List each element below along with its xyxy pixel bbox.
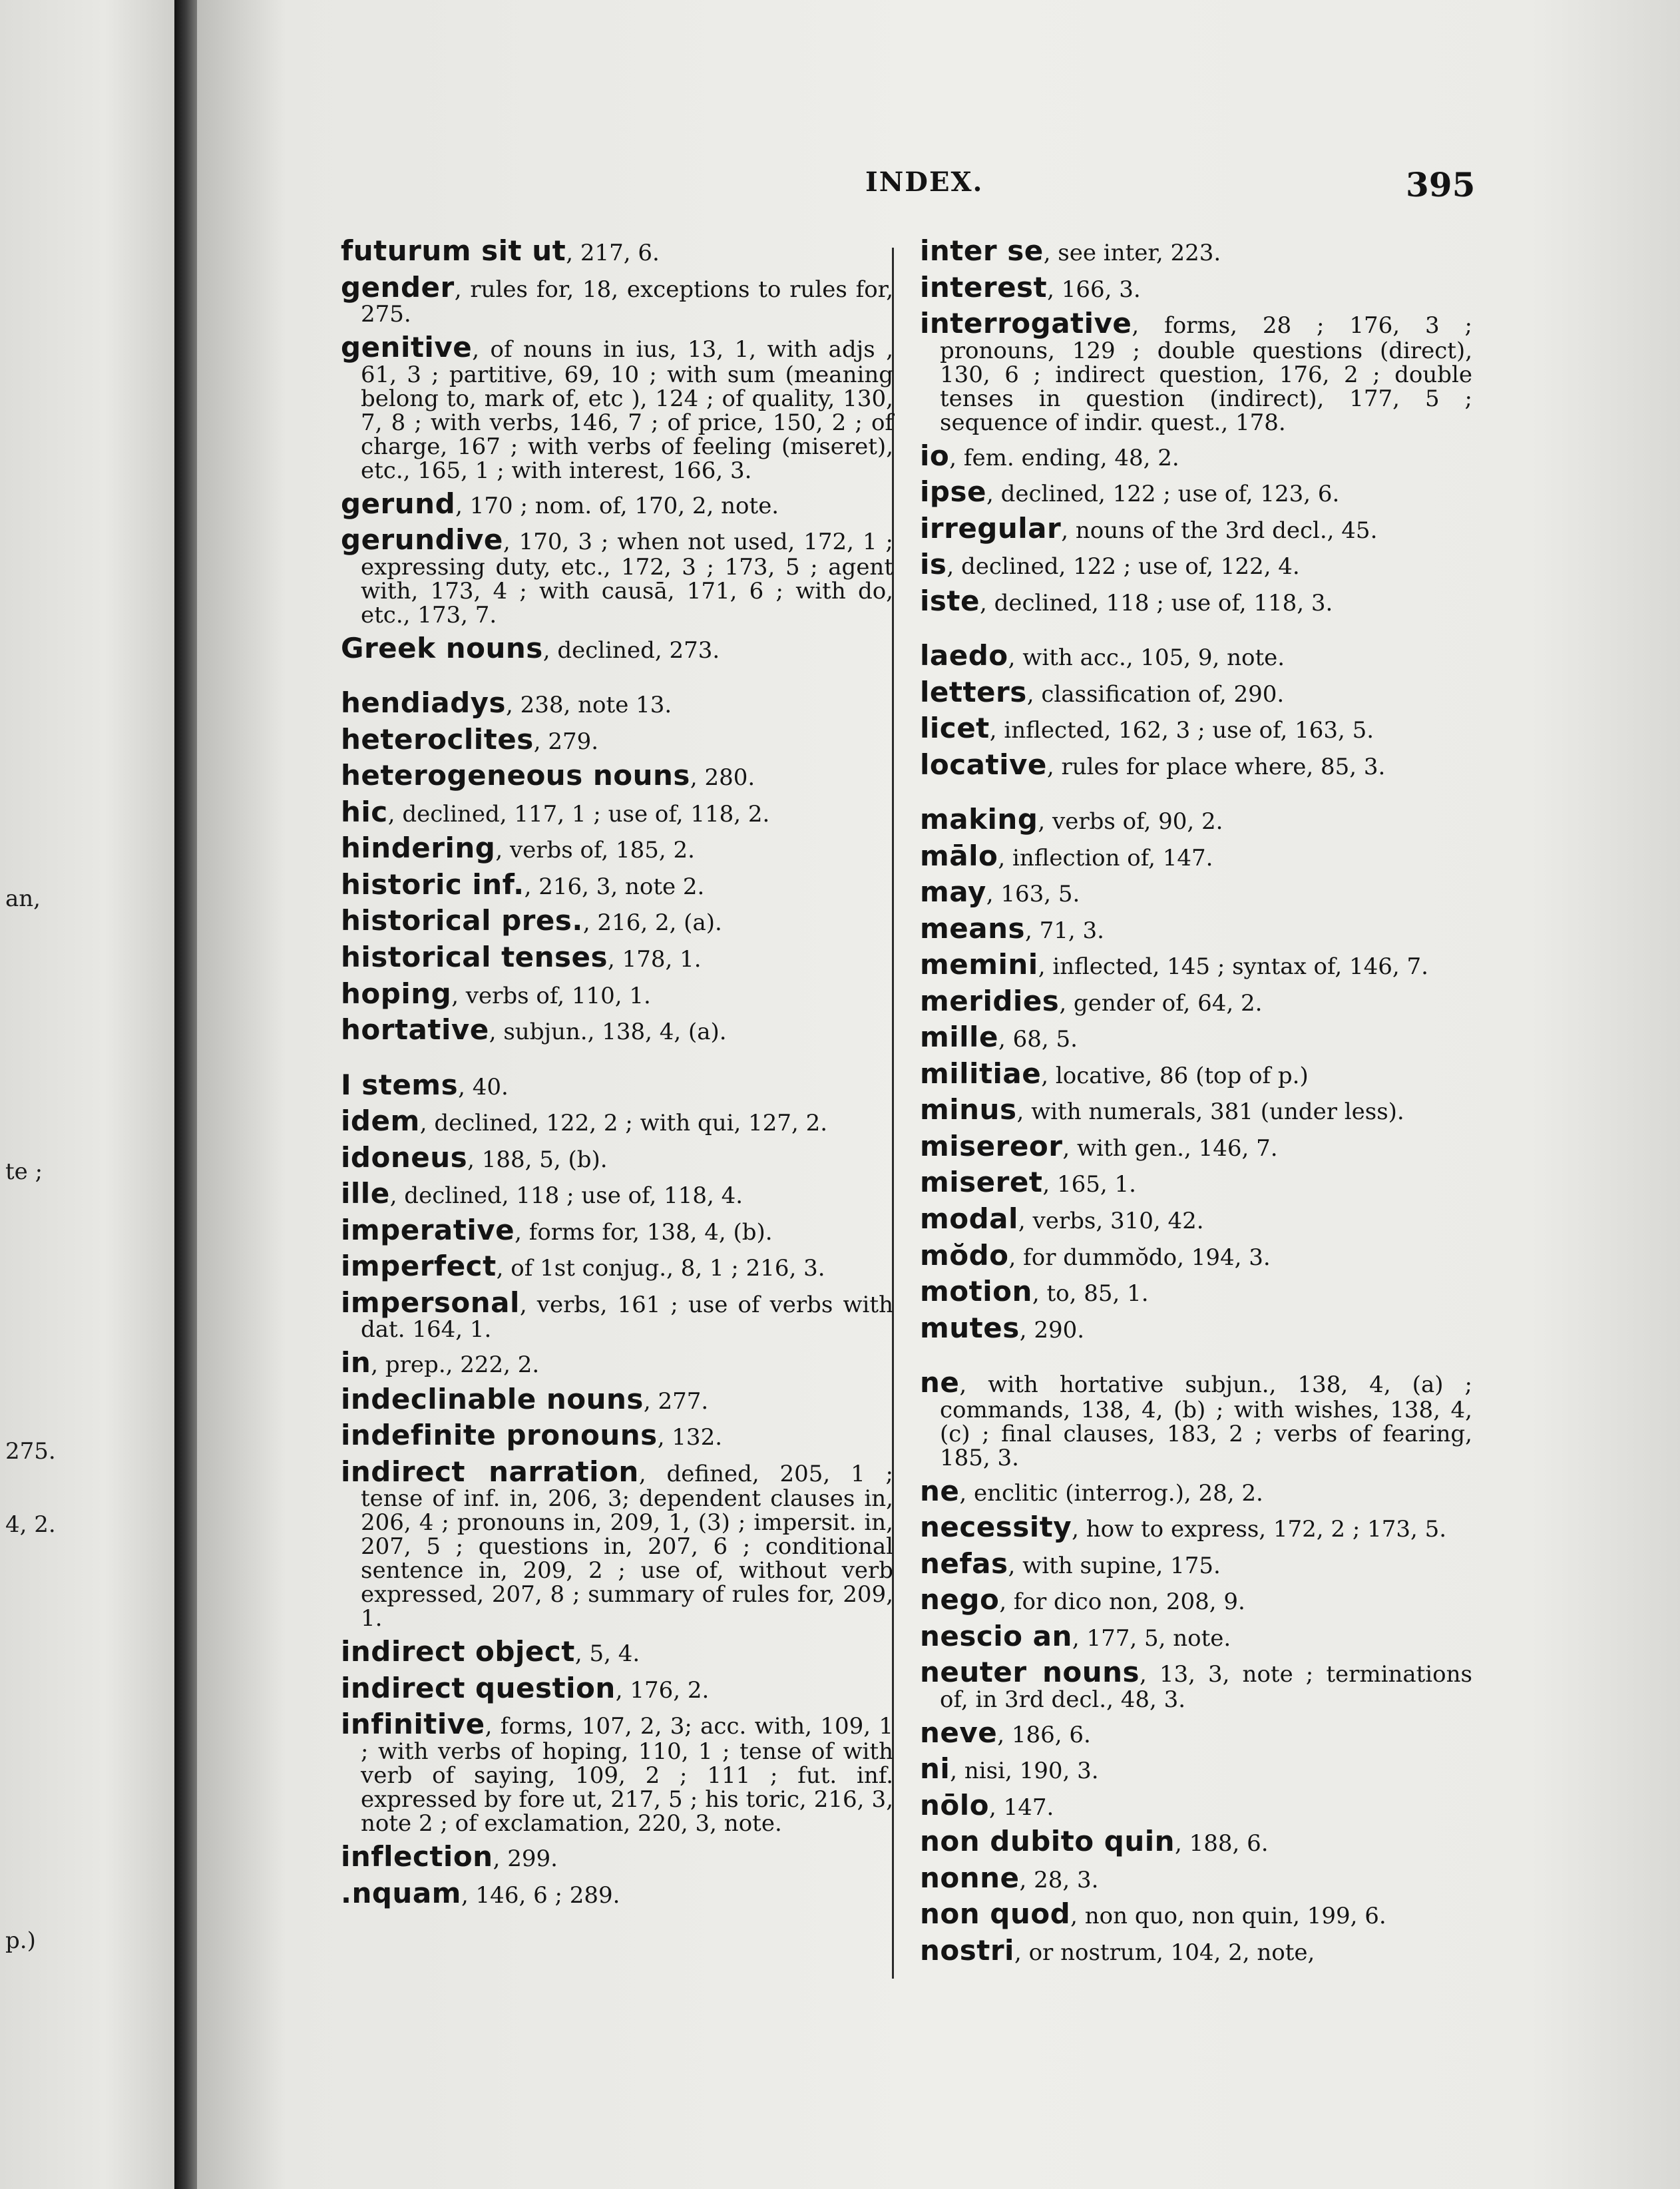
- index-references: , to, 85, 1.: [1032, 1280, 1149, 1308]
- index-headword: heterogeneous nouns: [341, 759, 690, 792]
- left-page-edge: [0, 0, 174, 2189]
- index-column-right: [920, 236, 1472, 1972]
- index-headword: nostri: [920, 1933, 1014, 1967]
- index-references: , 238, note 13.: [506, 692, 672, 719]
- index-references: , 170, 3 ; when not used, 172, 1 ; expressing duty, etc., 172, 3 ; 173, 5 ; agent with, 173, 4 ; with causā, 171, 6 ; with do, etc., 173, 7.: [361, 529, 893, 628]
- index-entry: [920, 1129, 1472, 1162]
- index-references: , 277.: [643, 1387, 709, 1415]
- index-references: , subjun., 138, 4, (a).: [489, 1019, 727, 1046]
- index-entry: [341, 1671, 893, 1704]
- index-headword: nōlo: [920, 1788, 990, 1822]
- index-entry: [341, 1288, 893, 1342]
- index-headword: io: [920, 439, 950, 472]
- index-headword: mille: [920, 1021, 998, 1054]
- index-entry: [920, 641, 1472, 671]
- index-entry: [920, 1095, 1472, 1125]
- index-headword: misereor: [920, 1129, 1063, 1162]
- index-entry: [920, 584, 1472, 617]
- index-entry: [920, 839, 1472, 872]
- index-headword: Greek nouns: [341, 631, 543, 664]
- index-references: , 13, 3, note ; terminations of, in 3rd decl., 48, 3.: [940, 1661, 1472, 1713]
- index-headword: genitive: [341, 331, 473, 364]
- index-references: , 170 ; nom. of, 170, 2, note.: [455, 492, 779, 519]
- index-references: , for dummŏdo, 194, 3.: [1008, 1244, 1271, 1271]
- left-page-fragment: te ;: [5, 1158, 43, 1185]
- index-references: , 166, 3.: [1047, 276, 1141, 303]
- index-headword: nonne: [920, 1861, 1020, 1894]
- index-references: , 216, 2, (a).: [582, 909, 722, 937]
- index-entry: [341, 236, 893, 266]
- index-headword: meridies: [920, 984, 1060, 1017]
- index-entry: [341, 1213, 893, 1246]
- index-references: , declined, 122, 2 ; with qui, 127, 2.: [419, 1110, 828, 1137]
- index-headword: nescio an: [920, 1619, 1072, 1652]
- index-headword: nego: [920, 1583, 1000, 1616]
- index-entry: [341, 979, 893, 1009]
- index-headword: ille: [341, 1177, 390, 1210]
- index-references: , prep., 222, 2.: [371, 1351, 540, 1379]
- index-references: , with numerals, 381 (under less).: [1016, 1098, 1404, 1126]
- index-headword: interest: [920, 270, 1048, 304]
- index-entry: [920, 1204, 1472, 1234]
- index-entry: [341, 940, 893, 973]
- index-references: , inflection of, 147.: [998, 844, 1213, 871]
- index-entry: [920, 984, 1472, 1017]
- index-entry: [920, 236, 1472, 266]
- index-headword: historic inf.: [341, 867, 525, 901]
- index-entry: [920, 1168, 1472, 1198]
- index-entry: [341, 525, 893, 627]
- index-headword: ipse: [920, 475, 986, 509]
- index-headword: hoping: [341, 977, 452, 1010]
- index-entry: [341, 631, 893, 664]
- left-page-fragment: 275.: [5, 1438, 56, 1465]
- index-entry: [341, 1179, 893, 1209]
- book-gutter: [174, 0, 197, 2189]
- index-entry: [920, 1549, 1472, 1579]
- index-entry: [341, 1348, 893, 1378]
- index-references: , classification of, 290.: [1026, 680, 1285, 708]
- index-entry: [920, 1827, 1472, 1857]
- index-headword: memini: [920, 948, 1038, 981]
- index-references: , verbs, 161 ; use of verbs with dat. 164, 1.: [361, 1291, 893, 1343]
- index-references: , 147.: [989, 1794, 1054, 1821]
- index-entry: [920, 441, 1472, 471]
- index-entry: [341, 688, 893, 718]
- index-entry: [341, 489, 893, 519]
- index-headword: hendiadys: [341, 686, 507, 720]
- index-entry: [341, 1421, 893, 1451]
- index-references: , gender of, 64, 2.: [1059, 989, 1263, 1017]
- index-entry: [920, 309, 1472, 435]
- index-entry: [920, 1899, 1472, 1929]
- index-references: , enclitic (interrog.), 28, 2.: [959, 1479, 1263, 1507]
- index-headword: neve: [920, 1716, 998, 1749]
- index-entry: [920, 675, 1472, 708]
- index-entry: [920, 550, 1472, 580]
- index-references: , with hortative subjun., 138, 4, (a) ; commands, 138, 4, (b) ; with wishes, 138, 4, (c) ; final clauses, 183, 2 ; verbs of fearing, 185, 3.: [940, 1371, 1472, 1471]
- index-entry: [341, 906, 893, 936]
- index-references: , 132.: [657, 1424, 723, 1451]
- index-headword: infinitive: [341, 1708, 485, 1741]
- index-headword: indefinite pronouns: [341, 1419, 658, 1452]
- index-entry: [341, 867, 893, 901]
- index-references: , declined, 118 ; use of, 118, 3.: [979, 589, 1333, 616]
- index-references: , 146, 6 ; 289.: [461, 1881, 620, 1909]
- index-references: , fem. ending, 48, 2.: [949, 444, 1179, 471]
- index-entry: [920, 950, 1472, 980]
- index-headword: mālo: [920, 839, 998, 872]
- index-entry: [920, 1238, 1472, 1272]
- index-entry: [920, 1368, 1472, 1470]
- index-references: , with acc., 105, 9, note.: [1008, 644, 1285, 672]
- index-headword: interrogative: [920, 307, 1132, 340]
- index-entry: [920, 714, 1472, 744]
- index-headword: indirect narration: [341, 1455, 639, 1488]
- index-headword: nefas: [920, 1547, 1008, 1580]
- index-references: , 5, 4.: [574, 1640, 640, 1668]
- index-headword: hortative: [341, 1013, 489, 1047]
- index-headword: ne: [920, 1366, 960, 1399]
- index-entry: [920, 1619, 1472, 1652]
- index-references: , 177, 5, note.: [1072, 1624, 1231, 1652]
- index-entry: [920, 1933, 1472, 1967]
- index-references: , with gen., 146, 7.: [1062, 1134, 1278, 1162]
- index-headword: necessity: [920, 1511, 1072, 1544]
- index-headword: mŏdo: [920, 1238, 1009, 1272]
- index-references: , 216, 3, note 2.: [524, 873, 705, 900]
- index-headword: gerund: [341, 487, 456, 520]
- index-headword: modal: [920, 1202, 1018, 1235]
- index-headword: locative: [920, 748, 1047, 781]
- index-headword: futurum sit ut: [341, 234, 566, 267]
- index-headword: hindering: [341, 832, 496, 865]
- index-references: , verbs of, 90, 2.: [1038, 808, 1223, 836]
- index-entry: [920, 511, 1472, 545]
- index-headword: minus: [920, 1093, 1017, 1126]
- index-references: , 299.: [493, 1845, 558, 1873]
- index-headword: imperative: [341, 1213, 515, 1246]
- index-references: , 186, 6.: [997, 1721, 1091, 1748]
- index-references: , nisi, 190, 3.: [950, 1758, 1099, 1785]
- index-headword: neuter nouns: [920, 1656, 1140, 1689]
- index-references: , see inter, 223.: [1043, 240, 1221, 266]
- index-references: , verbs of, 185, 2.: [495, 837, 695, 864]
- index-headword: ne: [920, 1474, 960, 1507]
- index-headword: indirect object: [341, 1635, 575, 1668]
- index-headword: licet: [920, 712, 990, 745]
- index-headword: idem: [341, 1104, 420, 1138]
- index-references: , with supine, 175.: [1008, 1552, 1221, 1579]
- index-headword: making: [920, 803, 1038, 836]
- index-references: , declined, 122 ; use of, 123, 6.: [986, 481, 1340, 508]
- index-entry: [341, 834, 893, 863]
- index-entry: [341, 270, 893, 328]
- index-entry: [920, 1023, 1472, 1053]
- index-headword: may: [920, 875, 986, 909]
- index-entry: [341, 795, 893, 828]
- index-references: , declined, 118 ; use of, 118, 4.: [389, 1182, 743, 1210]
- index-headword: inflection: [341, 1840, 493, 1873]
- index-entry: [341, 1015, 893, 1045]
- index-references: , 176, 2.: [615, 1676, 710, 1704]
- index-headword: mutes: [920, 1311, 1020, 1344]
- index-headword: indeclinable nouns: [341, 1382, 644, 1415]
- index-headword: laedo: [920, 639, 1008, 672]
- index-entry: [920, 805, 1472, 835]
- index-entry: [341, 1457, 893, 1631]
- index-entry: [920, 877, 1472, 907]
- index-entry: [341, 1140, 893, 1174]
- index-references: , declined, 273.: [542, 636, 720, 664]
- index-references: , inflected, 145 ; syntax of, 146, 7.: [1038, 953, 1428, 981]
- index-headword: miseret: [920, 1166, 1043, 1199]
- index-references: , 290.: [1019, 1316, 1085, 1343]
- index-headword: non dubito quin: [920, 1825, 1175, 1858]
- index-headword: idoneus: [341, 1140, 468, 1174]
- index-column-left: [341, 236, 893, 1915]
- index-references: , 163, 5.: [986, 881, 1080, 908]
- index-entry: [920, 1788, 1472, 1822]
- index-headword: letters: [920, 675, 1027, 708]
- index-headword: militiae: [920, 1057, 1042, 1090]
- index-references: , 188, 5, (b).: [467, 1146, 608, 1173]
- index-entry: [341, 1068, 893, 1101]
- index-references: , non quo, non quin, 199, 6.: [1070, 1903, 1386, 1930]
- index-references: , or nostrum, 104, 2, note,: [1014, 1939, 1315, 1966]
- index-entry: [341, 761, 893, 791]
- index-references: , declined, 117, 1 ; use of, 118, 2.: [387, 800, 770, 828]
- index-references: , 165, 1.: [1042, 1171, 1136, 1198]
- left-page-fragment: an,: [5, 885, 41, 912]
- index-entry: [920, 911, 1472, 945]
- index-references: , 279.: [533, 728, 599, 755]
- index-entry: [920, 1311, 1472, 1344]
- index-references: , forms, 28 ; 176, 3 ; pronouns, 129 ; double questions (direct), 130, 6 ; indirect question, 176, 2 ; double tenses in question (indirect), 177, 5 ; sequence of indir. quest., 178.: [940, 312, 1472, 436]
- index-entry: [341, 1710, 893, 1835]
- index-references: , 71, 3.: [1025, 917, 1104, 944]
- index-headword: .nquam: [341, 1876, 461, 1909]
- index-references: , for dico non, 208, 9.: [999, 1588, 1245, 1616]
- index-headword: hic: [341, 795, 388, 828]
- index-headword: ni: [920, 1752, 950, 1786]
- index-entry: [341, 1842, 893, 1872]
- index-references: , declined, 122 ; use of, 122, 4.: [946, 553, 1300, 581]
- index-references: , rules for place where, 85, 3.: [1046, 753, 1386, 780]
- index-headword: gender: [341, 270, 455, 304]
- index-entry: [341, 1382, 893, 1415]
- index-headword: inter se: [920, 234, 1044, 267]
- index-references: , 217, 6.: [566, 240, 660, 266]
- index-references: , how to express, 172, 2 ; 173, 5.: [1072, 1516, 1447, 1543]
- index-headword: I stems: [341, 1068, 459, 1101]
- index-references: , 188, 6.: [1175, 1830, 1269, 1857]
- index-references: , of 1st conjug., 8, 1 ; 216, 3.: [496, 1255, 825, 1282]
- index-references: , verbs, 310, 42.: [1018, 1207, 1204, 1234]
- left-page-fragment: p.): [5, 1927, 36, 1954]
- index-headword: imperfect: [341, 1250, 497, 1283]
- index-entry: [920, 750, 1472, 780]
- index-entry: [341, 722, 893, 756]
- index-headword: historical tenses: [341, 940, 608, 973]
- index-references: , 178, 1.: [608, 945, 702, 973]
- index-entry: [920, 1658, 1472, 1712]
- index-entry: [920, 1585, 1472, 1615]
- index-headword: motion: [920, 1275, 1032, 1308]
- left-page-fragment: 4, 2.: [5, 1511, 56, 1538]
- index-references: , 280.: [690, 764, 755, 792]
- index-references: , locative, 86 (top of p.): [1041, 1062, 1309, 1089]
- index-headword: impersonal: [341, 1286, 520, 1319]
- index-references: , 68, 5.: [998, 1026, 1078, 1053]
- index-entry: [920, 1718, 1472, 1748]
- index-references: , of nouns in ius, 13, 1, with adjs , 61, 3 ; partitive, 69, 10 ; with sum (meaning belong to, mark of, etc ), 124 ; of quality, 130, 7, 8 ; with verbs, 146, 7 ; of price, 150, 2 ; of charge, 167 ; with verbs of feeling (miseret), etc., 165, 1 ; with interest, 166, 3.: [361, 336, 893, 484]
- running-header: INDEX.: [865, 166, 984, 198]
- index-references: , defined, 205, 1 ; tense of inf. in, 206, 3; dependent clauses in, 206, 4 ; pronouns in, 209, 1, (3) ; impersit. in, 207, 5 ; questions in, 207, 6 ; conditional sentence in, 209, 2 ; use of, without verb expressed, 207, 8 ; summary of rules for, 209, 1.: [361, 1460, 894, 1632]
- index-headword: means: [920, 911, 1025, 945]
- index-headword: heteroclites: [341, 722, 534, 756]
- index-headword: historical pres.: [341, 904, 583, 937]
- index-references: , 40.: [458, 1073, 509, 1100]
- index-headword: indirect question: [341, 1671, 616, 1704]
- index-entry: [920, 270, 1472, 304]
- index-entry: [341, 333, 893, 483]
- index-headword: iste: [920, 584, 980, 617]
- index-entry: [341, 1876, 893, 1909]
- index-references: , verbs of, 110, 1.: [451, 982, 651, 1009]
- index-references: , forms for, 138, 4, (b).: [515, 1218, 773, 1246]
- index-entry: [920, 1277, 1472, 1307]
- index-headword: is: [920, 548, 947, 581]
- index-entry: [920, 1754, 1472, 1784]
- index-entry: [920, 477, 1472, 507]
- page-number: 395: [1406, 165, 1476, 204]
- index-references: , forms, 107, 2, 3; acc. with, 109, 1 ; with verbs of hoping, 110, 1 ; tense of with verb of saying, 109, 2 ; 111 ; fut. inf. expressed by fore ut, 217, 5 ; his toric, 216, 3, note 2 ; of exclamation, 220, 3, note.: [361, 1713, 893, 1837]
- index-entry: [920, 1059, 1472, 1089]
- index-headword: in: [341, 1346, 371, 1379]
- index-references: , inflected, 162, 3 ; use of, 163, 5.: [989, 717, 1374, 744]
- index-references: , nouns of the 3rd decl., 45.: [1061, 517, 1378, 544]
- index-entry: [341, 1637, 893, 1667]
- index-entry: [341, 1106, 893, 1136]
- index-references: , rules for, 18, exceptions to rules for, 275.: [361, 276, 893, 328]
- index-entry: [920, 1863, 1472, 1893]
- index-entry: [920, 1513, 1472, 1543]
- index-headword: gerundive: [341, 523, 503, 557]
- index-headword: irregular: [920, 511, 1062, 545]
- index-entry: [341, 1252, 893, 1282]
- index-entry: [920, 1474, 1472, 1507]
- index-references: , 28, 3.: [1019, 1866, 1099, 1893]
- index-headword: non quod: [920, 1897, 1071, 1931]
